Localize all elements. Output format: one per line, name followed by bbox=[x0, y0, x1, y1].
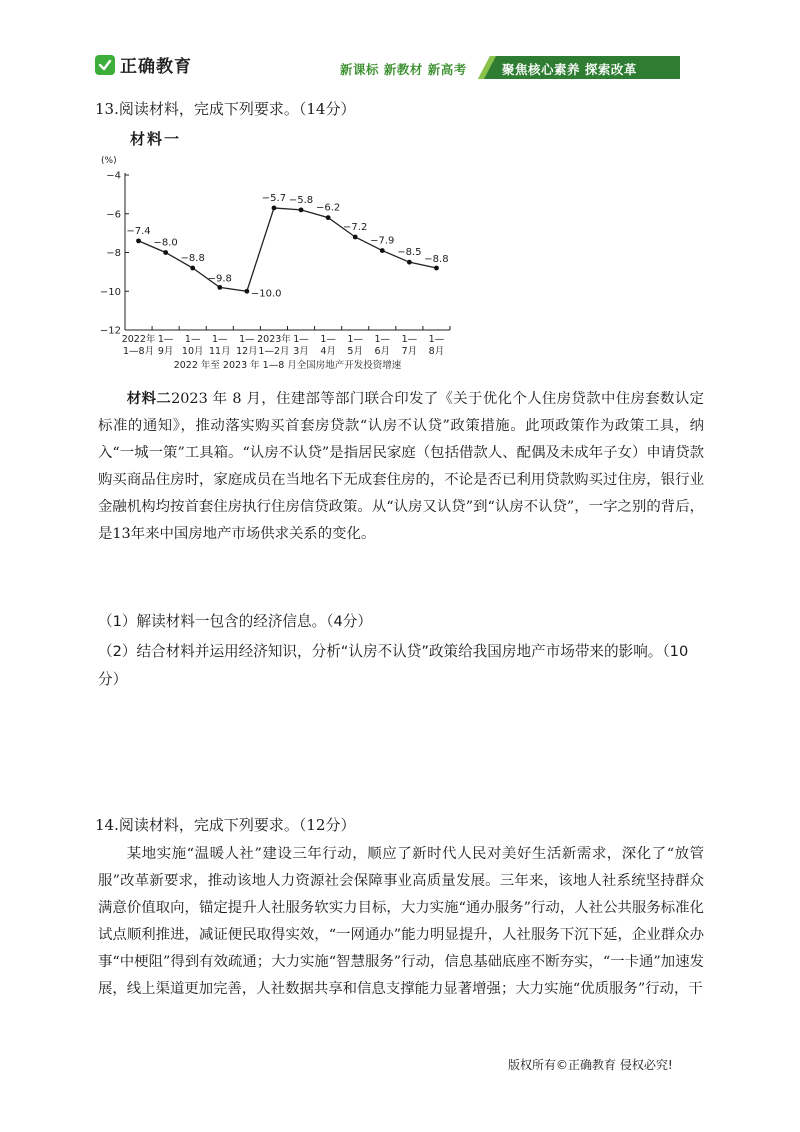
data-label: −8.5 bbox=[397, 247, 422, 259]
investment-growth-chart bbox=[95, 150, 455, 375]
data-label: −9.8 bbox=[207, 273, 232, 285]
material-2-text: 2023 年 8 月，住建部等部门联合印发了《关于优化个人住房贷款中住房套数认定标准的通知》，推动落实购买首套房贷款“认房不认贷”政策措施。此项政策作为政策工具，纳入“一城一策”工具箱。“认房不认贷”是指居民家庭（包括借款人、配偶及未成年子女）申请贷款购买商品住房时，家庭成员在当地名下无成套住房的，不论是否已利用贷款购买过住房，银行业金融机构均按首套住房执行住房信贷政策。从“认房又认贷”到“认房不认贷”，一字之别的背后，是13年来中国房地产市场供求关系的变化。 bbox=[98, 391, 704, 542]
data-label: −5.7 bbox=[261, 192, 287, 204]
x-tick-label-line1: 1— bbox=[212, 334, 228, 345]
y-tick-label: −10 bbox=[99, 286, 121, 298]
data-point bbox=[299, 207, 304, 212]
y-tick-label: −4 bbox=[106, 170, 121, 182]
data-label: −7.2 bbox=[343, 222, 368, 233]
data-point bbox=[434, 266, 439, 271]
data-point bbox=[244, 289, 249, 294]
y-tick-label: −8 bbox=[106, 248, 121, 259]
x-tick-label-line2: 1—8月 bbox=[122, 346, 155, 357]
x-tick-label-line1: 1— bbox=[320, 334, 336, 345]
question-14-paragraph: 某地实施“温暖人社”建设三年行动，顺应了新时代人民对美好生活新需求，深化了“放管服”改革新要求，推动该地人力资源社会保障事业高质量发展。三年来，该地人社系统坚持群众满意价值取向，锚定提升人社服务软实力目标，大力实施“通办服务”行动，人社公共服务标准化试点顺利推进，减证便民取得实效，“一网通办”能力明显提升，人社服务下沉下延，企业群众办事“中梗阻”得到有效疏通；大力实施“智慧服务”行动，信息基础底座不断夯实，“一卡通”加速发展，线上渠道更加完善，人社数据共享和信息支撑能力显著增强；大力实施“优质服务”行动，干 bbox=[98, 846, 704, 997]
brand-logo bbox=[95, 52, 192, 77]
data-point bbox=[353, 235, 358, 240]
material-2-paragraph bbox=[98, 386, 704, 548]
x-tick-label-line1: 1— bbox=[184, 334, 201, 345]
x-tick-label-line1: 1— bbox=[428, 334, 445, 345]
data-point bbox=[190, 266, 195, 271]
data-point bbox=[136, 238, 141, 243]
data-point bbox=[326, 215, 331, 220]
slogan-left: 新课标 新教材 新高考 bbox=[340, 62, 467, 77]
subquestion-2: （2）结合材料并运用经济知识，分析“认房不认贷”政策给我国房地产市场带来的影响。（10分） bbox=[98, 643, 689, 688]
x-tick-label-line2: 9月 bbox=[157, 346, 174, 357]
x-tick-label-line2: 10月 bbox=[181, 346, 204, 357]
y-tick-label: −6 bbox=[106, 209, 121, 221]
y-tick-label: −12 bbox=[99, 325, 121, 337]
x-tick-label-line2: 11月 bbox=[208, 346, 231, 357]
data-label: −8.8 bbox=[424, 254, 449, 265]
data-label: −8.8 bbox=[180, 253, 205, 264]
data-label: −7.9 bbox=[370, 235, 395, 247]
x-tick-label-line1: 1— bbox=[239, 334, 255, 345]
x-tick-label-line2: 7月 bbox=[401, 346, 418, 357]
data-label: −10.0 bbox=[250, 288, 282, 300]
x-tick-label-line1: 1— bbox=[293, 334, 309, 345]
data-point bbox=[380, 248, 385, 253]
subquestion-1: （1）解读材料一包含的经济信息。（4分） bbox=[98, 613, 372, 630]
chart-caption: 2022 年至 2023 年 1—8 月全国房地产开发投资增速 bbox=[173, 360, 402, 371]
y-unit-label: (%) bbox=[101, 156, 117, 166]
x-tick-label-line2: 3月 bbox=[293, 346, 309, 357]
material-2-label: 材料二 bbox=[126, 391, 172, 407]
x-tick-label-line1: 1— bbox=[401, 334, 418, 345]
x-tick-label-line2: 4月 bbox=[320, 346, 336, 357]
data-point bbox=[217, 285, 222, 290]
x-tick-label-line1: 1— bbox=[157, 334, 174, 345]
data-point bbox=[163, 250, 168, 255]
data-label: −6.2 bbox=[315, 202, 341, 214]
data-point bbox=[272, 206, 277, 211]
x-tick-label-line2: 1—2月 bbox=[258, 346, 290, 357]
brand-name: 正确教育 bbox=[120, 57, 192, 77]
x-tick-label-line2: 6月 bbox=[374, 346, 391, 357]
x-tick-label-line2: 5月 bbox=[347, 346, 363, 357]
copyright-footer: 版权所有©正确教育 侵权必究! bbox=[508, 1058, 673, 1072]
data-point bbox=[407, 260, 412, 265]
x-tick-label-line2: 8月 bbox=[428, 346, 445, 357]
page-header bbox=[0, 0, 800, 90]
x-tick-label-line1: 1— bbox=[374, 334, 391, 345]
data-label: −8.0 bbox=[153, 237, 178, 249]
data-label: −5.8 bbox=[288, 194, 314, 206]
x-tick-label-line1: 2023年 bbox=[257, 334, 291, 345]
series-line bbox=[139, 208, 437, 291]
question-13-title: 13.阅读材料，完成下列要求。（14分） bbox=[95, 100, 356, 118]
data-label: −7.4 bbox=[126, 225, 151, 237]
x-tick-label-line1: 2022年 bbox=[121, 334, 156, 345]
question-14-title: 14.阅读材料，完成下列要求。（12分） bbox=[95, 816, 356, 834]
x-tick-label-line2: 12月 bbox=[236, 346, 258, 357]
check-icon bbox=[95, 55, 115, 75]
x-tick-label-line1: 1— bbox=[347, 334, 363, 345]
slogan-right: 聚焦核心素养 探索改革 bbox=[502, 62, 637, 77]
material-1-label: 材料一 bbox=[130, 130, 182, 148]
